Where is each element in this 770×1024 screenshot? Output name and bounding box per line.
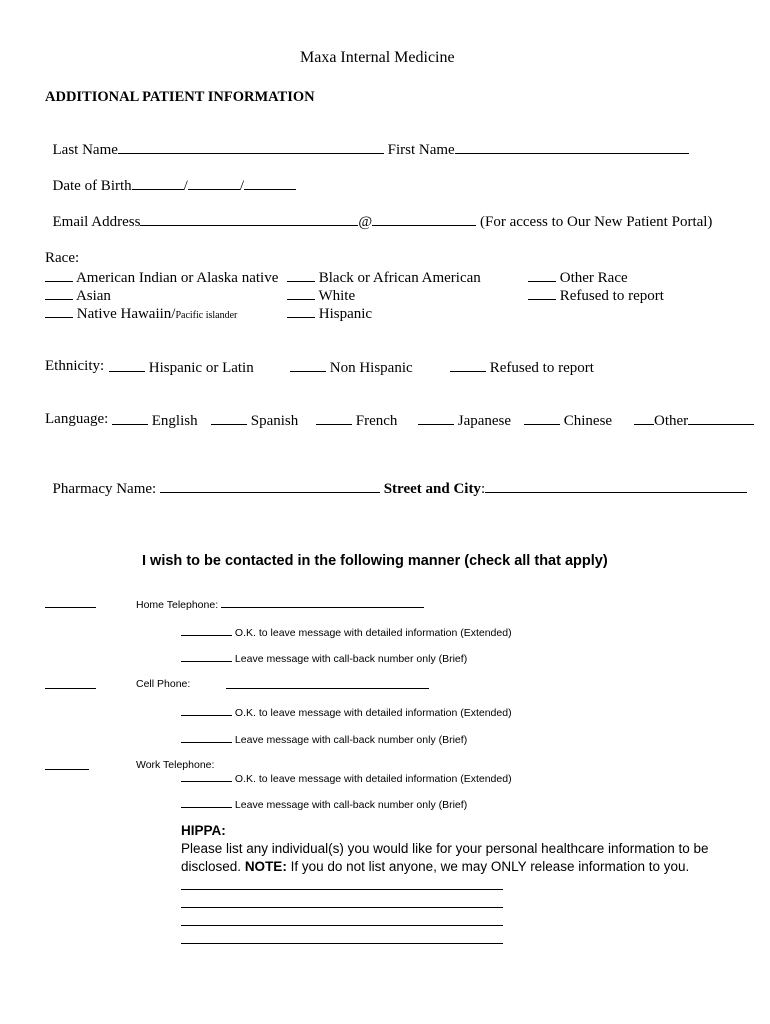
language-option-label: French bbox=[355, 413, 398, 429]
race-checkbox[interactable] bbox=[287, 287, 315, 300]
language-other-field[interactable] bbox=[688, 412, 754, 425]
home-phone-field[interactable] bbox=[221, 598, 424, 608]
hippa-disclosure-line[interactable] bbox=[181, 907, 503, 908]
race-checkbox[interactable] bbox=[528, 269, 556, 282]
ethnicity-checkbox[interactable] bbox=[109, 359, 145, 372]
race-checkbox[interactable] bbox=[528, 287, 556, 300]
work-phone-label: Work Telephone: bbox=[136, 759, 215, 771]
race-option bbox=[287, 269, 481, 286]
hippa-note-label: NOTE: bbox=[244, 859, 287, 874]
language-option bbox=[418, 412, 511, 429]
language-checkbox[interactable] bbox=[634, 412, 654, 425]
email-user-field[interactable] bbox=[140, 213, 358, 226]
contact-heading: I wish to be contacted in the following manner (check all that apply) bbox=[142, 553, 608, 569]
language-option-label: Chinese bbox=[563, 413, 613, 429]
page-title: Maxa Internal Medicine bbox=[300, 49, 455, 66]
ethnicity-checkbox[interactable] bbox=[450, 359, 486, 372]
email-row bbox=[45, 198, 712, 230]
ethnicity-label: Ethnicity: bbox=[45, 358, 105, 374]
race-option-label: Refused to report bbox=[559, 288, 664, 304]
dob-month-field[interactable] bbox=[132, 177, 184, 190]
ethnicity-option bbox=[290, 359, 413, 376]
last-name-field[interactable] bbox=[118, 141, 384, 154]
language-option bbox=[211, 412, 298, 429]
hippa-line-1: Please list any individual(s) you would like for your personal healthcare information to be bbox=[181, 841, 709, 856]
hippa-text bbox=[181, 840, 741, 876]
email-note: (For access to Our New Patient Portal) bbox=[479, 214, 713, 230]
ethnicity-option-label: Refused to report bbox=[489, 360, 594, 376]
language-option-other bbox=[634, 412, 754, 429]
work-phone-checkbox[interactable] bbox=[45, 760, 89, 773]
race-option-label: American Indian or Alaska native bbox=[75, 270, 279, 286]
pharmacy-row bbox=[45, 465, 747, 497]
language-checkbox[interactable] bbox=[112, 412, 148, 425]
email-label: Email Address bbox=[52, 214, 141, 230]
race-checkbox[interactable] bbox=[45, 269, 73, 282]
language-option-label: Spanish bbox=[250, 413, 299, 429]
option-checkbox[interactable] bbox=[181, 733, 232, 743]
language-checkbox[interactable] bbox=[316, 412, 352, 425]
field-blank[interactable] bbox=[226, 679, 429, 689]
race-option bbox=[45, 305, 237, 322]
dob-row bbox=[45, 162, 296, 194]
cell-phone-label: Cell Phone: bbox=[136, 678, 191, 690]
name-row bbox=[45, 126, 689, 158]
race-option bbox=[287, 305, 372, 322]
email-at: @ bbox=[358, 214, 373, 230]
language-checkbox[interactable] bbox=[524, 412, 560, 425]
race-option-suffix: Pacific islander bbox=[175, 310, 238, 321]
race-option bbox=[528, 287, 664, 304]
race-option bbox=[45, 269, 278, 286]
language-option bbox=[524, 412, 612, 429]
pharmacy-name-label: Pharmacy Name: bbox=[52, 481, 157, 497]
email-domain-field[interactable] bbox=[372, 213, 476, 226]
hippa-label: HIPPA: bbox=[181, 823, 226, 838]
option-checkbox[interactable] bbox=[181, 772, 232, 782]
race-option-label: Hispanic bbox=[318, 306, 373, 322]
ethnicity-option bbox=[450, 359, 594, 376]
dob-label: Date of Birth bbox=[52, 178, 132, 194]
extended-label: O.K. to leave message with detailed information (Extended) bbox=[234, 627, 512, 639]
cell-phone-field[interactable] bbox=[226, 679, 429, 692]
option-checkbox[interactable] bbox=[181, 626, 232, 636]
brief-label: Leave message with call-back number only (Brief) bbox=[234, 799, 468, 811]
hippa-line-2-pre: disclosed. bbox=[181, 859, 242, 874]
home-phone-checkbox[interactable] bbox=[45, 598, 96, 611]
option-checkbox[interactable] bbox=[181, 652, 232, 662]
checkbox-blank[interactable] bbox=[45, 760, 89, 770]
race-option bbox=[287, 287, 355, 304]
checkbox-blank[interactable] bbox=[45, 598, 96, 608]
hippa-line-2 bbox=[181, 858, 741, 876]
street-city-label: Street and City bbox=[383, 481, 481, 497]
ethnicity-option-label: Non Hispanic bbox=[329, 360, 413, 376]
race-option-label: White bbox=[318, 288, 356, 304]
race-option bbox=[45, 287, 111, 304]
extended-label: O.K. to leave message with detailed information (Extended) bbox=[234, 773, 512, 785]
street-city-field[interactable] bbox=[485, 480, 747, 493]
work-brief-option bbox=[181, 798, 467, 811]
race-checkbox[interactable] bbox=[45, 305, 73, 318]
dob-year-field[interactable] bbox=[244, 177, 296, 190]
extended-label: O.K. to leave message with detailed information (Extended) bbox=[234, 707, 512, 719]
race-label: Race: bbox=[45, 250, 80, 266]
hippa-disclosure-line[interactable] bbox=[181, 889, 503, 890]
race-option-label: Asian bbox=[75, 288, 111, 304]
pharmacy-name-field[interactable] bbox=[160, 480, 380, 493]
race-option-label: Native Hawaiin/ bbox=[76, 306, 176, 322]
dob-separator: / bbox=[239, 178, 244, 194]
language-label: Language: bbox=[45, 411, 109, 427]
language-option-label: English bbox=[151, 413, 198, 429]
language-checkbox[interactable] bbox=[211, 412, 247, 425]
language-option-label: Other bbox=[654, 413, 689, 429]
language-option bbox=[316, 412, 397, 429]
race-checkbox[interactable] bbox=[45, 287, 73, 300]
checkbox-blank[interactable] bbox=[45, 679, 96, 689]
cell-phone-checkbox[interactable] bbox=[45, 679, 96, 692]
language-option-label: Japanese bbox=[457, 413, 512, 429]
dob-separator: / bbox=[183, 178, 188, 194]
cell-brief-option bbox=[181, 733, 467, 746]
ethnicity-checkbox[interactable] bbox=[290, 359, 326, 372]
option-checkbox[interactable] bbox=[181, 706, 232, 716]
last-name-label: Last Name bbox=[52, 142, 118, 158]
ethnicity-option bbox=[109, 359, 254, 376]
cell-extended-option bbox=[181, 706, 512, 719]
dob-day-field[interactable] bbox=[188, 177, 240, 190]
language-checkbox[interactable] bbox=[418, 412, 454, 425]
race-checkbox[interactable] bbox=[287, 269, 315, 282]
hippa-line-2-post: If you do not list anyone, we may ONLY release information to you. bbox=[286, 859, 690, 874]
brief-label: Leave message with call-back number only (Brief) bbox=[234, 653, 468, 665]
hippa-disclosure-line[interactable] bbox=[181, 943, 503, 944]
race-option bbox=[528, 269, 628, 286]
option-checkbox[interactable] bbox=[181, 798, 232, 808]
language-option bbox=[112, 412, 198, 429]
ethnicity-option-label: Hispanic or Latin bbox=[148, 360, 254, 376]
brief-label: Leave message with call-back number only (Brief) bbox=[234, 734, 468, 746]
hippa-disclosure-line[interactable] bbox=[181, 925, 503, 926]
home-phone-row bbox=[136, 598, 424, 611]
work-extended-option bbox=[181, 772, 512, 785]
race-option-label: Black or African American bbox=[318, 270, 481, 286]
section-heading: ADDITIONAL PATIENT INFORMATION bbox=[45, 89, 315, 105]
home-brief-option bbox=[181, 652, 467, 665]
street-city-colon: : bbox=[480, 481, 486, 497]
first-name-field[interactable] bbox=[455, 141, 689, 154]
first-name-label: First Name bbox=[387, 142, 455, 158]
race-option-label: Other Race bbox=[559, 270, 628, 286]
home-phone-label: Home Telephone: bbox=[136, 599, 219, 611]
home-extended-option bbox=[181, 626, 512, 639]
race-checkbox[interactable] bbox=[287, 305, 315, 318]
